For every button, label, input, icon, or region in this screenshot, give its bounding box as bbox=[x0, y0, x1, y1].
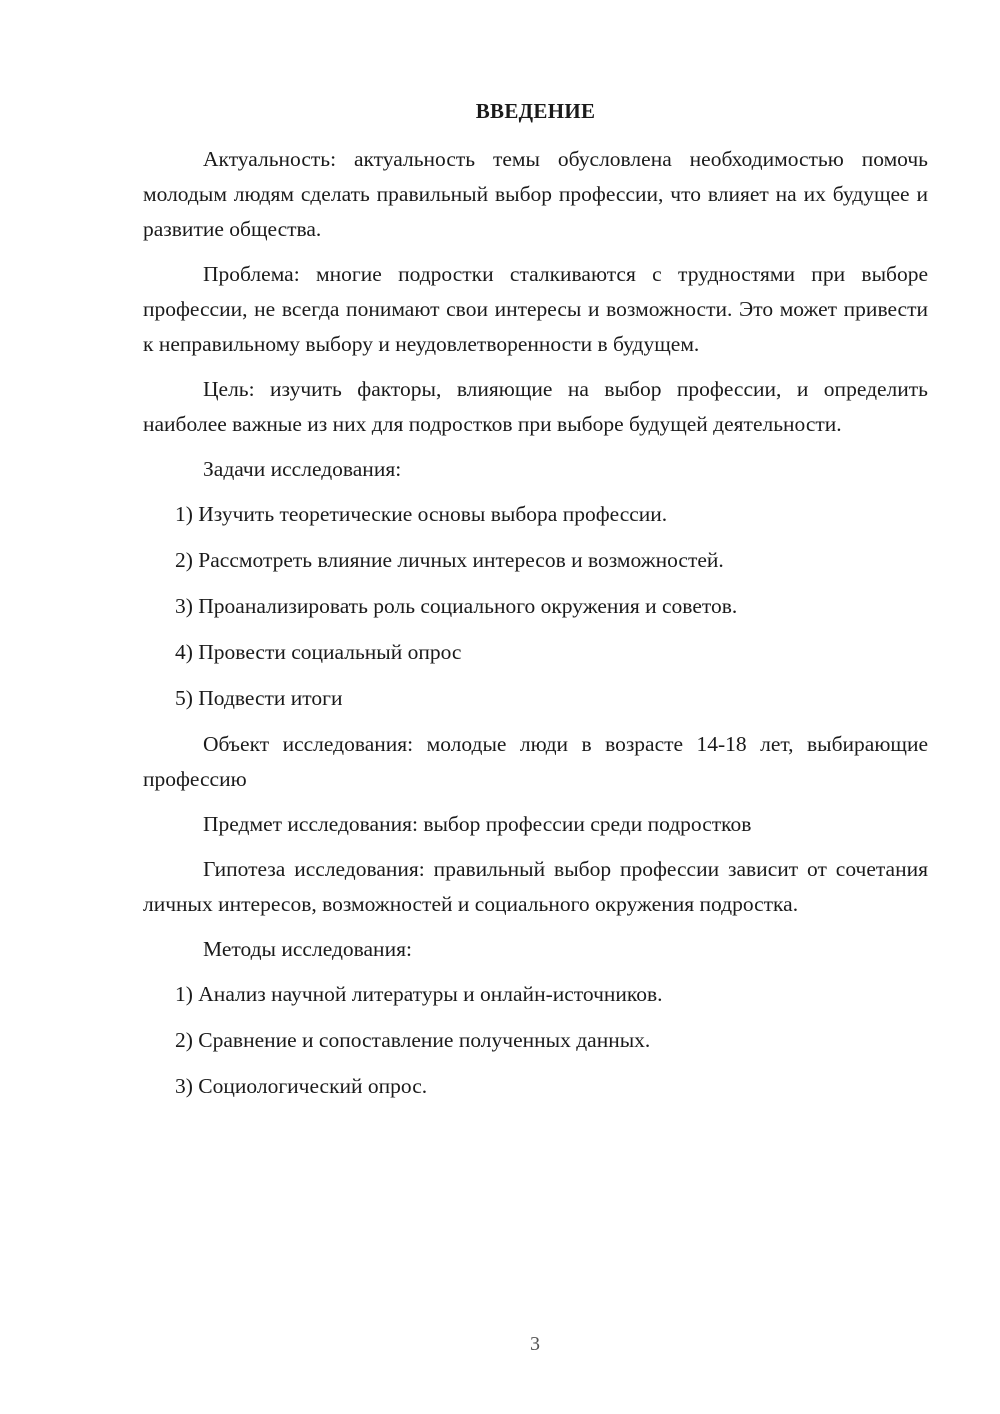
problem-paragraph: Проблема: многие подростки сталкиваются с трудностями при выборе профессии, не всегда понимают свои интересы и возможности. Это может привести к неправильному выбору и неудовлетворенности в будущем. bbox=[143, 262, 928, 356]
page-number: 3 bbox=[530, 1333, 540, 1355]
list-item: 4) Провести социальный опрос bbox=[175, 640, 462, 664]
page-title: ВВЕДЕНИЕ bbox=[475, 99, 596, 123]
list-item: 3) Социологический опрос. bbox=[175, 1074, 428, 1098]
object-paragraph: Объект исследования: молодые люди в возрасте 14-18 лет, выбирающие профессию bbox=[143, 732, 928, 791]
list-item: 3) Проанализировать роль социального окружения и советов. bbox=[175, 594, 738, 618]
list-item: 1) Изучить теоретические основы выбора профессии. bbox=[175, 502, 668, 526]
tasks-heading: Задачи исследования: bbox=[203, 457, 402, 481]
list-item: 1) Анализ научной литературы и онлайн-источников. bbox=[175, 982, 663, 1006]
tasks-list bbox=[143, 497, 928, 716]
document-page bbox=[143, 96, 928, 1115]
goal-paragraph: Цель: изучить факторы, влияющие на выбор профессии, и определить наиболее важные из них для подростков при выборе будущей деятельности. bbox=[143, 377, 928, 436]
methods-list bbox=[143, 977, 928, 1104]
list-item: 2) Сравнение и сопоставление полученных данных. bbox=[175, 1028, 651, 1052]
methods-heading: Методы исследования: bbox=[203, 937, 412, 961]
list-item: 5) Подвести итоги bbox=[175, 686, 343, 710]
relevance-paragraph: Актуальность: актуальность темы обусловлена необходимостью помочь молодым людям сделать правильный выбор профессии, что влияет на их будущее и развитие общества. bbox=[143, 147, 928, 241]
list-item: 2) Рассмотреть влияние личных интересов и возможностей. bbox=[175, 548, 724, 572]
hypothesis-paragraph: Гипотеза исследования: правильный выбор профессии зависит от сочетания личных интересов, возможностей и социального окружения подростка. bbox=[143, 857, 928, 916]
subject-paragraph: Предмет исследования: выбор профессии среди подростков bbox=[203, 812, 752, 836]
